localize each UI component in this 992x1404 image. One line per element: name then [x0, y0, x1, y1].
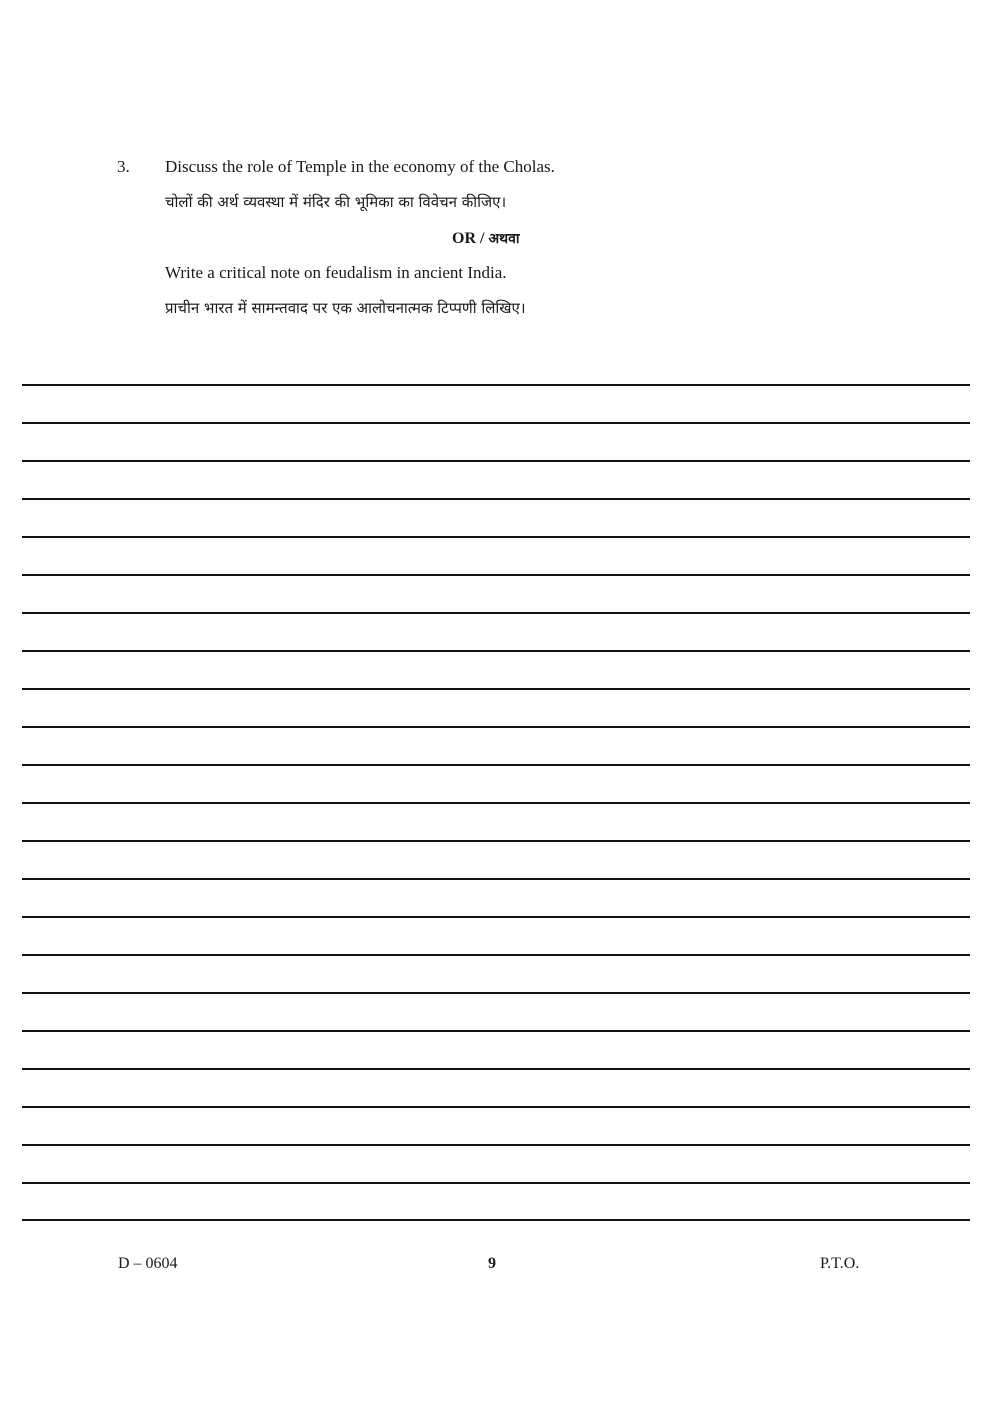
- answer-area[interactable]: [22, 0, 970, 1404]
- paper-code: D – 0604: [118, 1255, 178, 1272]
- answer-line: [22, 878, 970, 880]
- answer-line: [22, 612, 970, 614]
- answer-line: [22, 422, 970, 424]
- answer-line: [22, 650, 970, 652]
- answer-line: [22, 992, 970, 994]
- question-text-hindi: चोलों की अर्थ व्यवस्था में मंदिर की भूमिका का विवेचन कीजिए।: [165, 193, 507, 211]
- answer-line: [22, 688, 970, 690]
- alternate-question-hindi: प्राचीन भारत में सामन्तवाद पर एक आलोचनात्मक टिप्पणी लिखिए।: [165, 299, 526, 317]
- answer-line: [22, 536, 970, 538]
- answer-line: [22, 1219, 970, 1221]
- answer-line: [22, 1030, 970, 1032]
- question-text-english: Discuss the role of Temple in the economy of the Cholas.: [165, 157, 555, 176]
- answer-line: [22, 916, 970, 918]
- answer-line: [22, 954, 970, 956]
- answer-line: [22, 498, 970, 500]
- answer-line: [22, 1182, 970, 1184]
- alternate-question-english: Write a critical note on feudalism in ancient India.: [165, 263, 507, 282]
- or-label-english: OR /: [452, 230, 485, 247]
- answer-line: [22, 802, 970, 804]
- page-number: 9: [488, 1255, 496, 1272]
- answer-line: [22, 840, 970, 842]
- answer-line: [22, 574, 970, 576]
- answer-line: [22, 726, 970, 728]
- answer-line: [22, 764, 970, 766]
- answer-line: [22, 1144, 970, 1146]
- answer-line: [22, 460, 970, 462]
- answer-line: [22, 384, 970, 386]
- or-label-hindi: अथवा: [488, 231, 520, 247]
- please-turn-over: P.T.O.: [820, 1255, 860, 1272]
- answer-line: [22, 1106, 970, 1108]
- question-number: 3.: [117, 157, 130, 176]
- answer-line: [22, 1068, 970, 1070]
